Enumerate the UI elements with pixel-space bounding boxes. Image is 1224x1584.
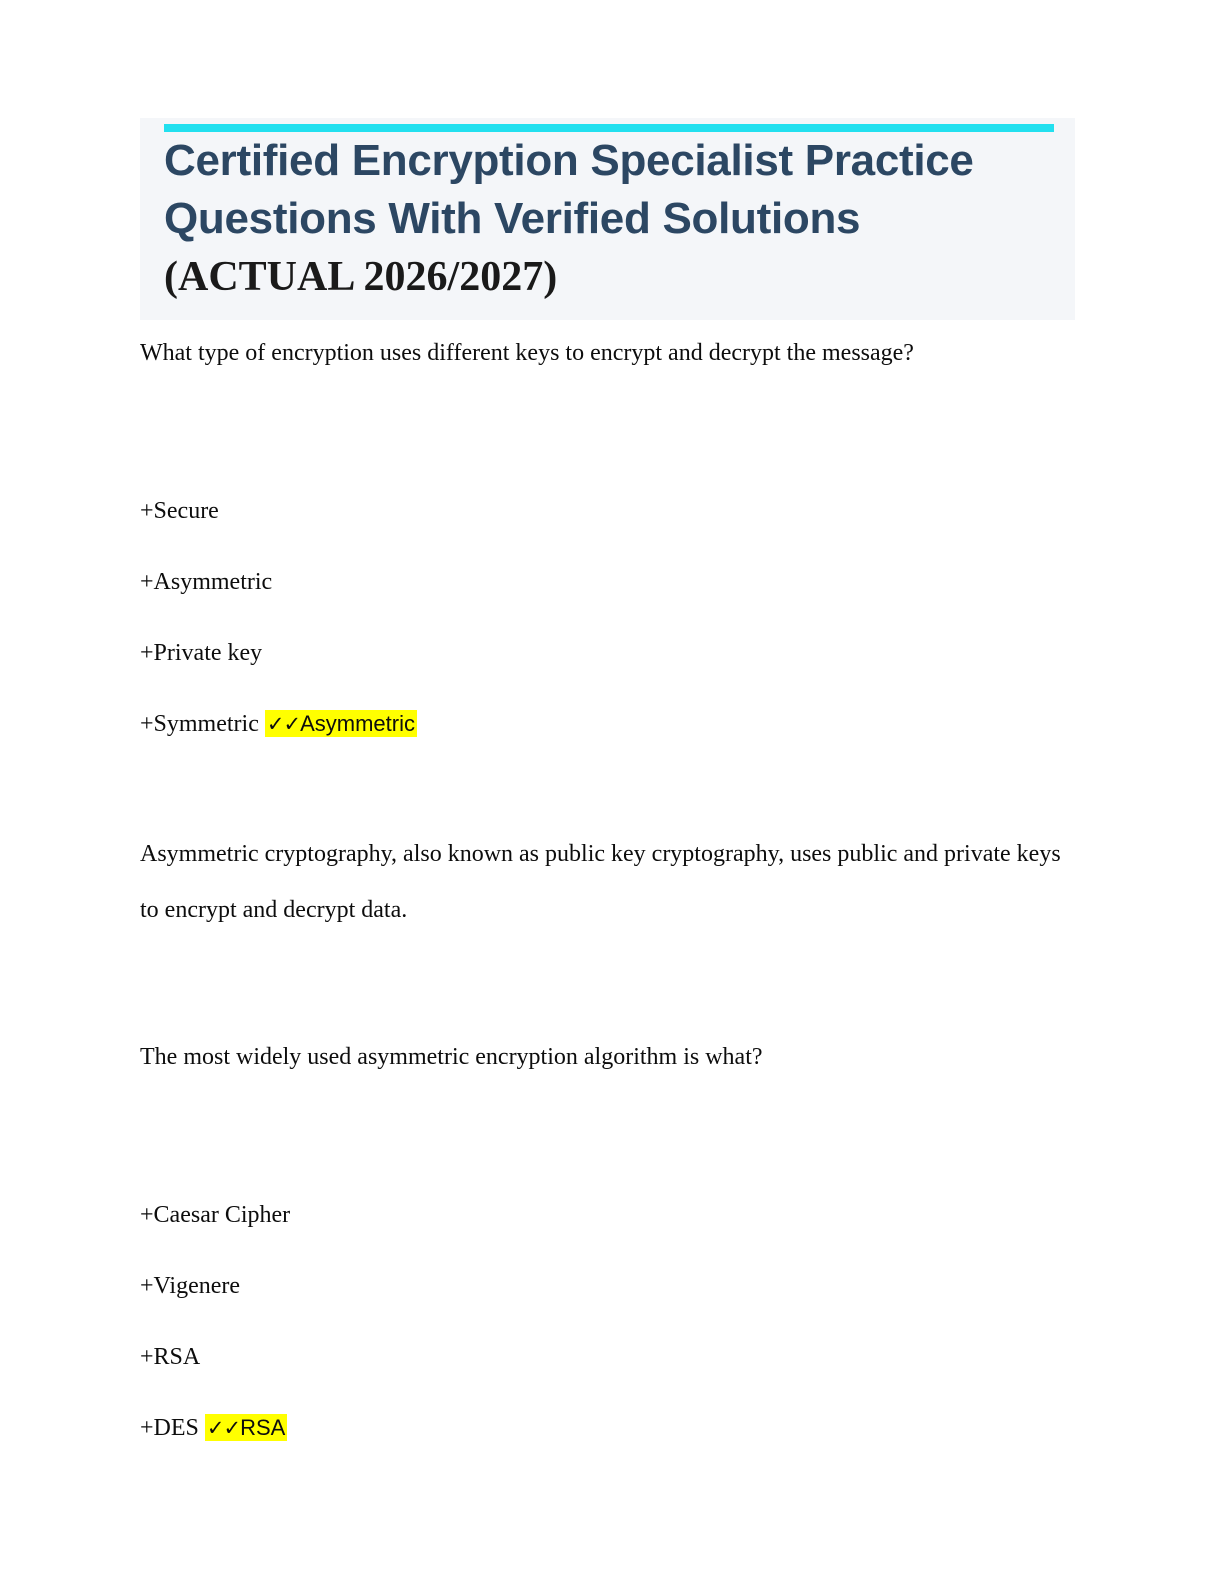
- question-2-option-1: +Caesar Cipher: [140, 1202, 291, 1228]
- question-1-option-3: +Private key: [140, 640, 263, 666]
- question-2-answer-highlight: [205, 1414, 287, 1441]
- check-icon: ✓✓: [206, 1416, 241, 1440]
- spacer: [140, 368, 1075, 454]
- question-1-explanation: Asymmetric cryptography, also known as public key cryptography, uses public and private keys to encrypt and decrypt data.: [140, 841, 1061, 923]
- document-title-block: [140, 118, 1075, 320]
- page-title-line-2: Questions With Verified Solutions: [164, 194, 861, 243]
- question-1-answer-highlight: [265, 710, 417, 737]
- question-2-option-3: +RSA: [140, 1344, 201, 1370]
- question-1-option-4-row: [140, 711, 1075, 738]
- page-title-line-3: (ACTUAL 2026/2027): [164, 254, 558, 300]
- question-1-option-4: +Symmetric: [140, 711, 259, 737]
- question-1-option-1: +Secure: [140, 498, 219, 524]
- question-1-answer: Asymmetric: [300, 711, 415, 736]
- document-content: [140, 118, 1075, 1442]
- spacer: [140, 738, 1075, 780]
- question-2-option-4-row: [140, 1415, 1075, 1442]
- question-2-option-2: +Vigenere: [140, 1273, 241, 1299]
- question-1-option-2: +Asymmetric: [140, 569, 273, 595]
- question-2: The most widely used asymmetric encryption algorithm is what?: [140, 1044, 763, 1070]
- spacer: [140, 938, 1075, 1024]
- page-title-line-1: Certified Encryption Specialist Practice: [164, 136, 974, 185]
- question-2-answer: RSA: [240, 1415, 286, 1440]
- title-accent-rule: [164, 124, 1054, 132]
- question-2-option-4: +DES: [140, 1415, 199, 1441]
- spacer: [140, 1072, 1075, 1158]
- question-1: What type of encryption uses different keys to encrypt and decrypt the message?: [140, 340, 914, 366]
- check-icon: ✓✓: [266, 712, 301, 736]
